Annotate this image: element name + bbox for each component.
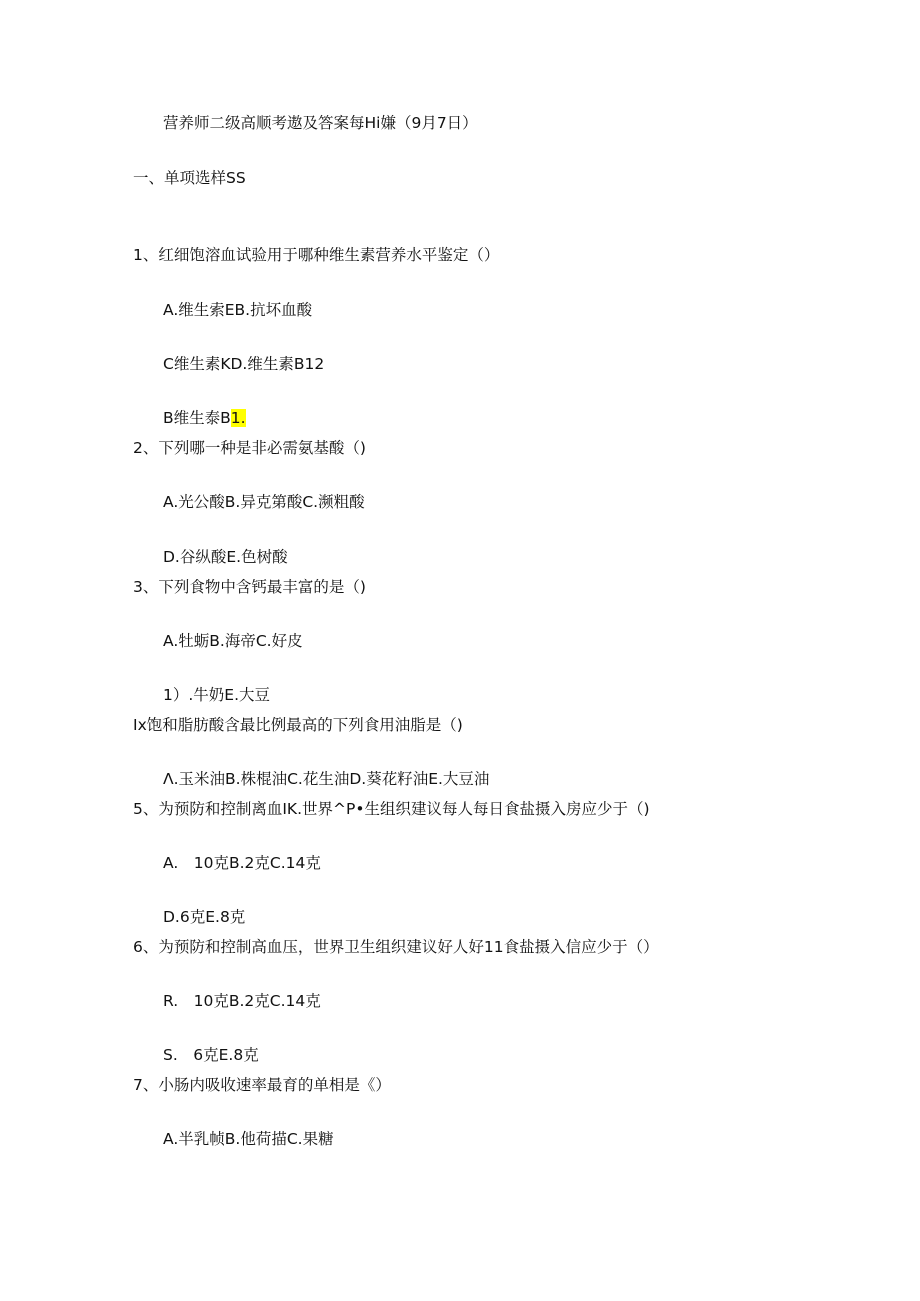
question-5-option-line: D.6克E.8克 <box>163 908 246 926</box>
question-3-stem: 3、下列食物中含钙最丰富的是（) <box>133 578 366 596</box>
question-5-option-line: A. 10克B.2克C.14克 <box>163 854 321 872</box>
question-6-option-line: R. 10克B.2克C.14克 <box>163 992 321 1010</box>
highlighted-text: 1. <box>230 409 246 427</box>
question-1-option-line: C维生素KD.维生素B12 <box>163 355 325 373</box>
question-3-option-line: A.牡蛎B.海帝C.好皮 <box>163 632 303 650</box>
document-title: 营养师二级高顺考遨及答案每Hi嫌（9月7日） <box>163 114 478 132</box>
question-2-stem: 2、下列哪一种是非必需氨基酸（) <box>133 439 366 457</box>
question-5-stem: 5、为预防和控制离血IK.世界^P•生组织建议每人每日食盐摄入房应少于（) <box>133 800 650 818</box>
question-6-stem: 6、为预防和控制高血压，世界卫生组织建议好人好11食盐摄入信应少于（） <box>133 938 659 956</box>
question-4-stem: Ix饱和脂肪酸含最比例最高的下列食用油脂是（) <box>133 716 463 734</box>
question-1-option-line <box>163 408 246 428</box>
question-1-last-option-text: B维生泰B <box>163 409 231 427</box>
question-2-option-line: D.谷纵酸E.色树酸 <box>163 548 288 566</box>
question-7-stem: 7、小肠内吸收速率最育的单相是《） <box>133 1076 391 1094</box>
question-4-option-line: Λ.玉米油B.株棍油C.花生油D.葵花籽油E.大豆油 <box>163 770 490 788</box>
question-1-stem: 1、红细饱溶血试验用于哪种维生素营养水平鉴定（） <box>133 246 500 264</box>
question-7-option-line: A.半乳帧B.他荷描C.果糖 <box>163 1130 334 1148</box>
question-6-option-line: S. 6克E.8克 <box>163 1046 259 1064</box>
question-3-option-line: 1）.牛奶E.大豆 <box>163 686 271 704</box>
question-1-option-line: A.维生索EB.抗坏血酸 <box>163 301 313 319</box>
section-heading: 一、单项选样SS <box>133 169 246 187</box>
question-2-option-line: A.光公酸B.异克第酸C.濒粗酸 <box>163 493 365 511</box>
